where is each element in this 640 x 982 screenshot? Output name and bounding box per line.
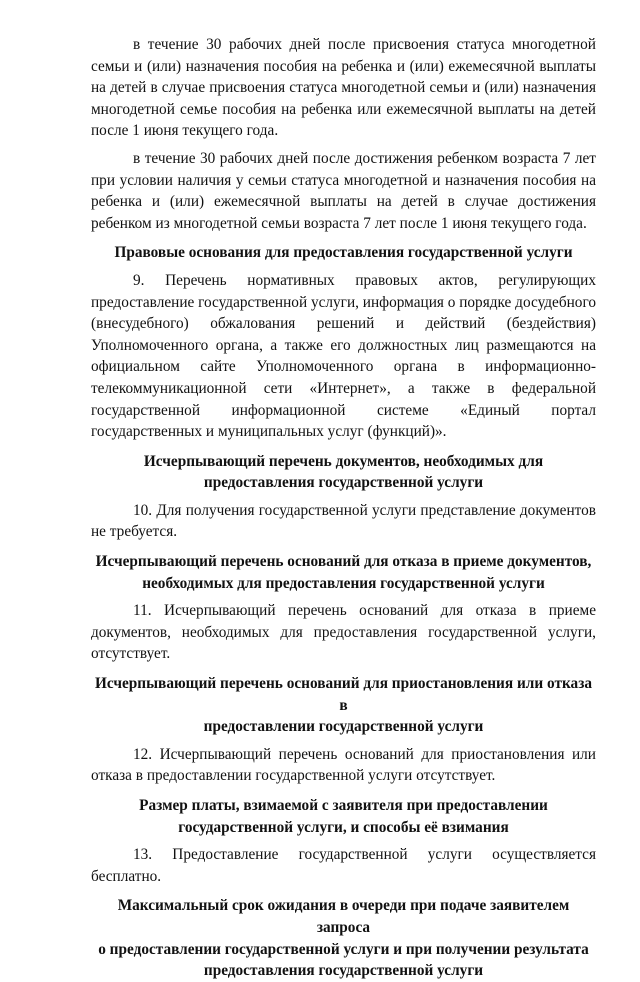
paragraph-10: 10. Для получения государственной услуги представление документов не требуется. [91, 501, 596, 541]
heading-refusal-line-2: необходимых для предоставления государственной услуги [142, 574, 545, 592]
heading-suspension-line-1: Исчерпывающий перечень оснований для приостановления или отказа в [95, 675, 592, 714]
heading-waiting-line-1: Максимальный срок ожидания в очереди при подаче заявителем запроса [117, 897, 570, 936]
heading-fee-line-1: Размер платы, взимаемой с заявителя при предоставлении [139, 797, 548, 814]
heading-waiting-line-2: о предоставлении государственной услуги и при получении результата [98, 940, 589, 958]
heading-refusal-grounds [91, 551, 596, 594]
heading-fee-line-2: государственной услуги, и способы её взимания [178, 818, 509, 836]
paragraph-30-days-status: в течение 30 рабочих дней после присвоения статуса многодетной семьи и (или) назначения пособия на ребенка и (или) ежемесячной выплаты на детей в случае присвоения статуса многодетной семьи и (или) назначения многодетной семье пособия на ребенка или ежемесячной выплаты на детей после 1 июня текущего года. [91, 36, 596, 140]
paragraph-11: 11. Исчерпывающий перечень оснований для отказа в приеме документов, необходимых для предоставления государственной услуги, отсутствует. [91, 602, 596, 663]
document-page [91, 34, 596, 982]
heading-documents-line-1: Исчерпывающий перечень документов, необходимых для [143, 452, 544, 470]
paragraph-9: 9. Перечень нормативных правовых актов, регулирующих предоставление государственной услуги, информация о порядке досудебного (внесудебного) обжалования решений и действий (бездействия) Уполномоченного органа, а также его должностных лиц размещаются на официальном сайте Уполномоченного органа в информационно-телекоммуникационной сети «Интернет», а также в федеральной государственной информационной системе «Единый портал государственных и муниципальных услуг (функций)». [91, 271, 596, 441]
heading-documents [91, 451, 596, 494]
heading-legal-basis: Правовые основания для предоставления государственной услуги [114, 244, 573, 262]
heading-suspension-grounds [91, 673, 596, 738]
paragraph-13: 13. Предоставление государственной услуги осуществляется бесплатно. [91, 846, 596, 885]
heading-refusal-line-1: Исчерпывающий перечень оснований для отказа в приеме документов, [95, 553, 592, 571]
heading-suspension-line-2: предоставлении государственной услуги [203, 718, 484, 736]
paragraph-12: 12. Исчерпывающий перечень оснований для приостановления или отказа в предоставлении государственной услуги отсутствует. [91, 745, 596, 785]
paragraph-30-days-age: в течение 30 рабочих дней после достижения ребенком возраста 7 лет при условии наличия у семьи статуса многодетной и назначения пособия на ребенка и (или) ежемесячной выплаты на детей в случае достижения ребенком из многодетной семьи возраста 7 лет после 1 июня текущего года. [91, 149, 596, 232]
heading-documents-line-2: предоставления государственной услуги [203, 474, 484, 492]
heading-waiting-line-3: предоставления государственной услуги [203, 962, 484, 980]
heading-fee [91, 795, 596, 838]
heading-waiting-time [91, 895, 596, 981]
